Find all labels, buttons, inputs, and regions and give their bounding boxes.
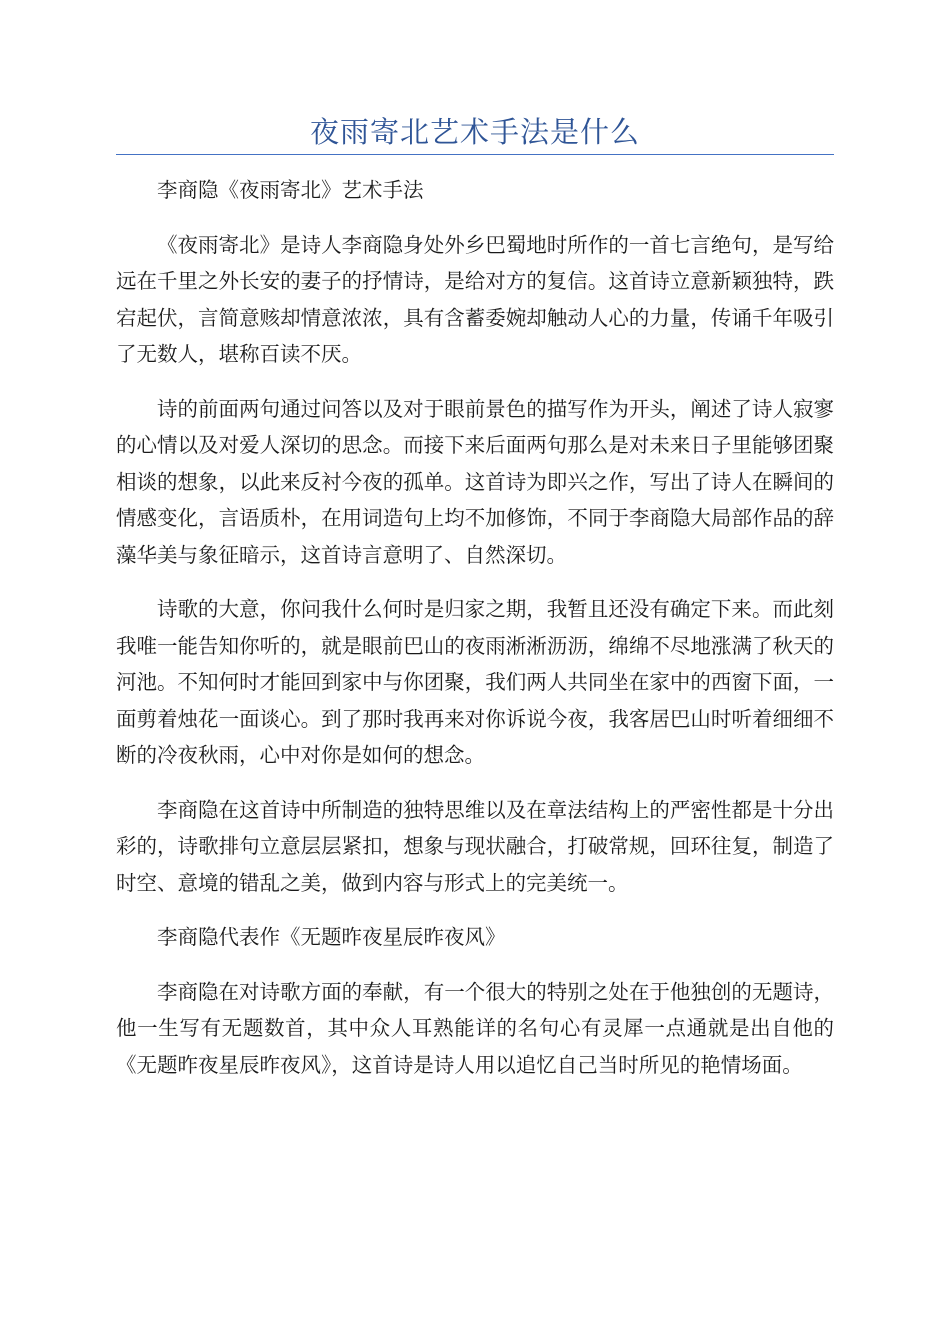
- section-heading-representative-work: 李商隐代表作《无题昨夜星辰昨夜风》: [157, 925, 506, 949]
- paragraph-untitled-poems: 李商隐在对诗歌方面的奉献，有一个很大的特别之处在于他独创的无题诗，他一生写有无题数首，其中众人耳熟能详的名句心有灵犀一点通就是出自他的《无题昨夜星辰昨夜风》，这首诗是诗人用以追忆自己当时所见的艳情场面。: [116, 979, 834, 1077]
- paragraph-intro: 《夜雨寄北》是诗人李商隐身处外乡巴蜀地时所作的一首七言绝句，是写给远在千里之外长安的妻子的抒情诗，是给对方的复信。这首诗立意新颖独特，跌宕起伏，言简意赅却情意浓浓，具有含蓄委婉却触动人心的力量，传诵千年吸引了无数人，堪称百读不厌。: [116, 232, 834, 366]
- document-title: 夜雨寄北艺术手法是什么: [309, 115, 640, 149]
- document-body: [116, 172, 834, 1101]
- title-underline: [116, 154, 834, 155]
- paragraph-evaluation: 李商隐在这首诗中所制造的独特思维以及在章法结构上的严密性都是十分出彩的，诗歌排句立意层层紧扣，想象与现状融合，打破常规，回环往复，制造了时空、意境的错乱之美，做到内容与形式上的完美统一。: [116, 797, 834, 895]
- paragraph-structure: 诗的前面两句通过问答以及对于眼前景色的描写作为开头，阐述了诗人寂寥的心情以及对爱人深切的思念。而接下来后面两句那么是对未来日子里能够团聚相谈的想象，以此来反衬今夜的孤单。这首诗为即兴之作，写出了诗人在瞬间的情感变化，言语质朴，在用词造句上均不加修饰，不同于李商隐大局部作品的辞藻华美与象征暗示，这首诗言意明了、自然深切。: [116, 396, 834, 567]
- paragraph-meaning: 诗歌的大意，你问我什么何时是归家之期，我暂且还没有确定下来。而此刻我唯一能告知你听的，就是眼前巴山的夜雨淅淅沥沥，绵绵不尽地涨满了秋天的河池。不知何时才能回到家中与你团聚，我们两人共同坐在家中的西窗下面，一面剪着烛花一面谈心。到了那时我再来对你诉说今夜，我客居巴山时听着细细不断的冷夜秋雨，心中对你是如何的想念。: [116, 597, 834, 767]
- section-heading-art-technique: 李商隐《夜雨寄北》艺术手法: [157, 178, 424, 202]
